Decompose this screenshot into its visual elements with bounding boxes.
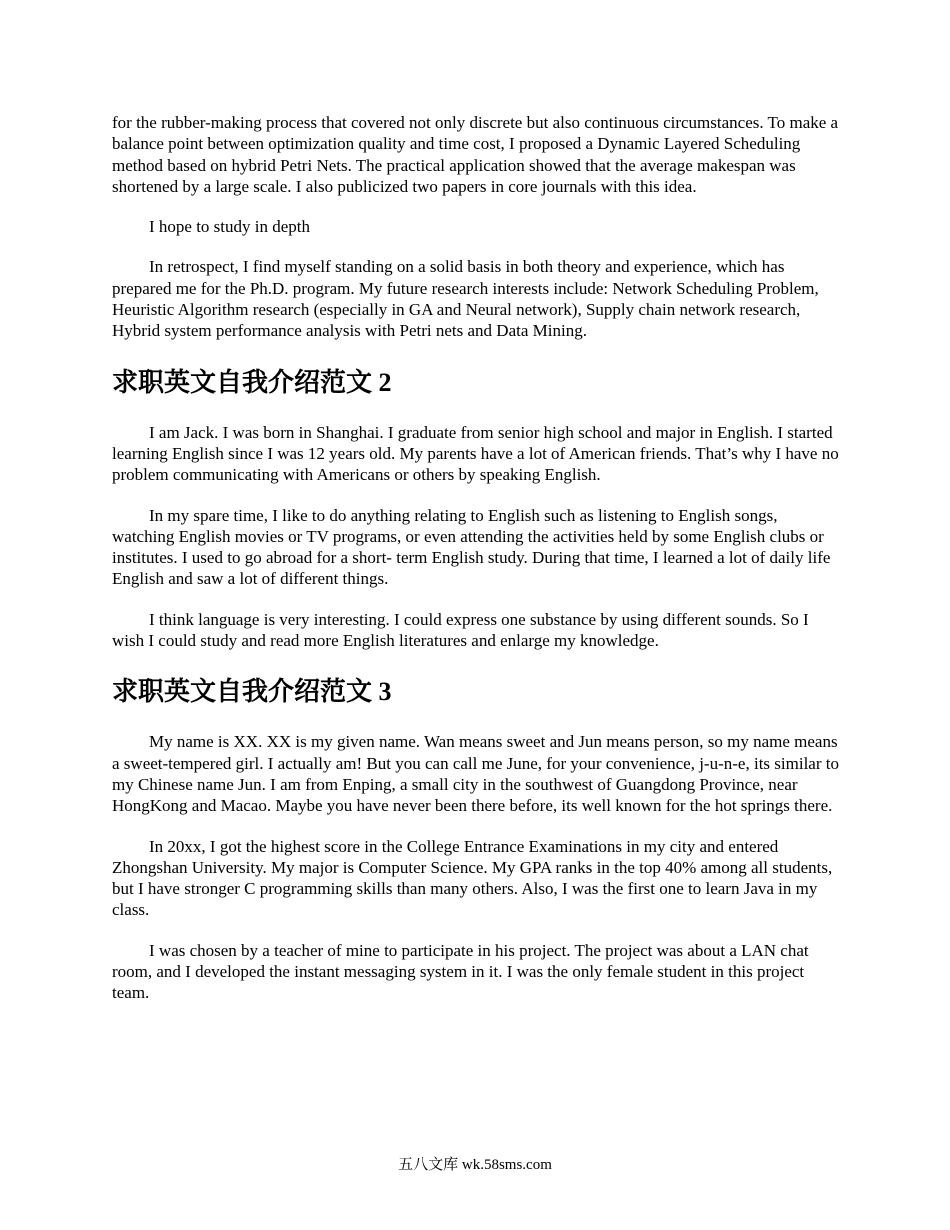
document-page	[112, 112, 840, 1023]
paragraph: In retrospect, I find myself standing on a solid basis in both theory and experience, which has prepared me for the Ph.D. program. My future research interests include: Network Scheduling Problem, Heuristic Algorithm research (especially in GA and Neural network), Supply chain network research, Hybrid system performance analysis with Petri nets and Data Mining.	[112, 257, 819, 341]
section-heading: 求职英文自我介绍范文 3	[112, 677, 392, 707]
paragraph: In 20xx, I got the highest score in the College Entrance Examinations in my city and entered Zhongshan University. My major is Computer Science. My GPA ranks in the top 40% among all students, but I have stronger C programming skills than many others. Also, I was the first one to learn Java in my class.	[112, 836, 833, 920]
page-footer: 五八文库 wk.58sms.com	[398, 1157, 552, 1173]
section-heading: 求职英文自我介绍范文 2	[112, 367, 392, 397]
paragraph: I think language is very interesting. I could express one substance by using different sounds. So I wish I could study and read more English literatures and enlarge my knowledge.	[112, 609, 809, 651]
paragraph: I am Jack. I was born in Shanghai. I graduate from senior high school and major in English. I started learning English since I was 12 years old. My parents have a lot of American friends. That’s why I have no problem communicating with Americans or others by speaking English.	[112, 422, 839, 485]
paragraph: My name is XX. XX is my given name. Wan means sweet and Jun means person, so my name means a sweet-tempered girl. I actually am! But you can call me June, for your convenience, j-u-n-e, its similar to my Chinese name Jun. I am from Enping, a small city in the southwest of Guangdong Province, near HongKong and Macao. Maybe you have never been there before, its well known for the hot springs there.	[112, 732, 839, 816]
paragraph: In my spare time, I like to do anything relating to English such as listening to English songs, watching English movies or TV programs, or even attending the activities held by some English clubs or institutes. I used to go abroad for a short- term English study. During that time, I learned a lot of daily life English and saw a lot of different things.	[112, 505, 831, 589]
paragraph: for the rubber-making process that covered not only discrete but also continuous circumstances. To make a balance point between optimization quality and time cost, I proposed a Dynamic Layered Scheduling method based on hybrid Petri Nets. The practical application showed that the average makespan was shortened by a large scale. I also publicized two papers in core journals with this idea.	[112, 113, 839, 196]
paragraph: I was chosen by a teacher of mine to participate in his project. The project was about a LAN chat room, and I developed the instant messaging system in it. I was the only female student in this project team.	[112, 940, 809, 1003]
paragraph: I hope to study in depth	[149, 217, 311, 237]
